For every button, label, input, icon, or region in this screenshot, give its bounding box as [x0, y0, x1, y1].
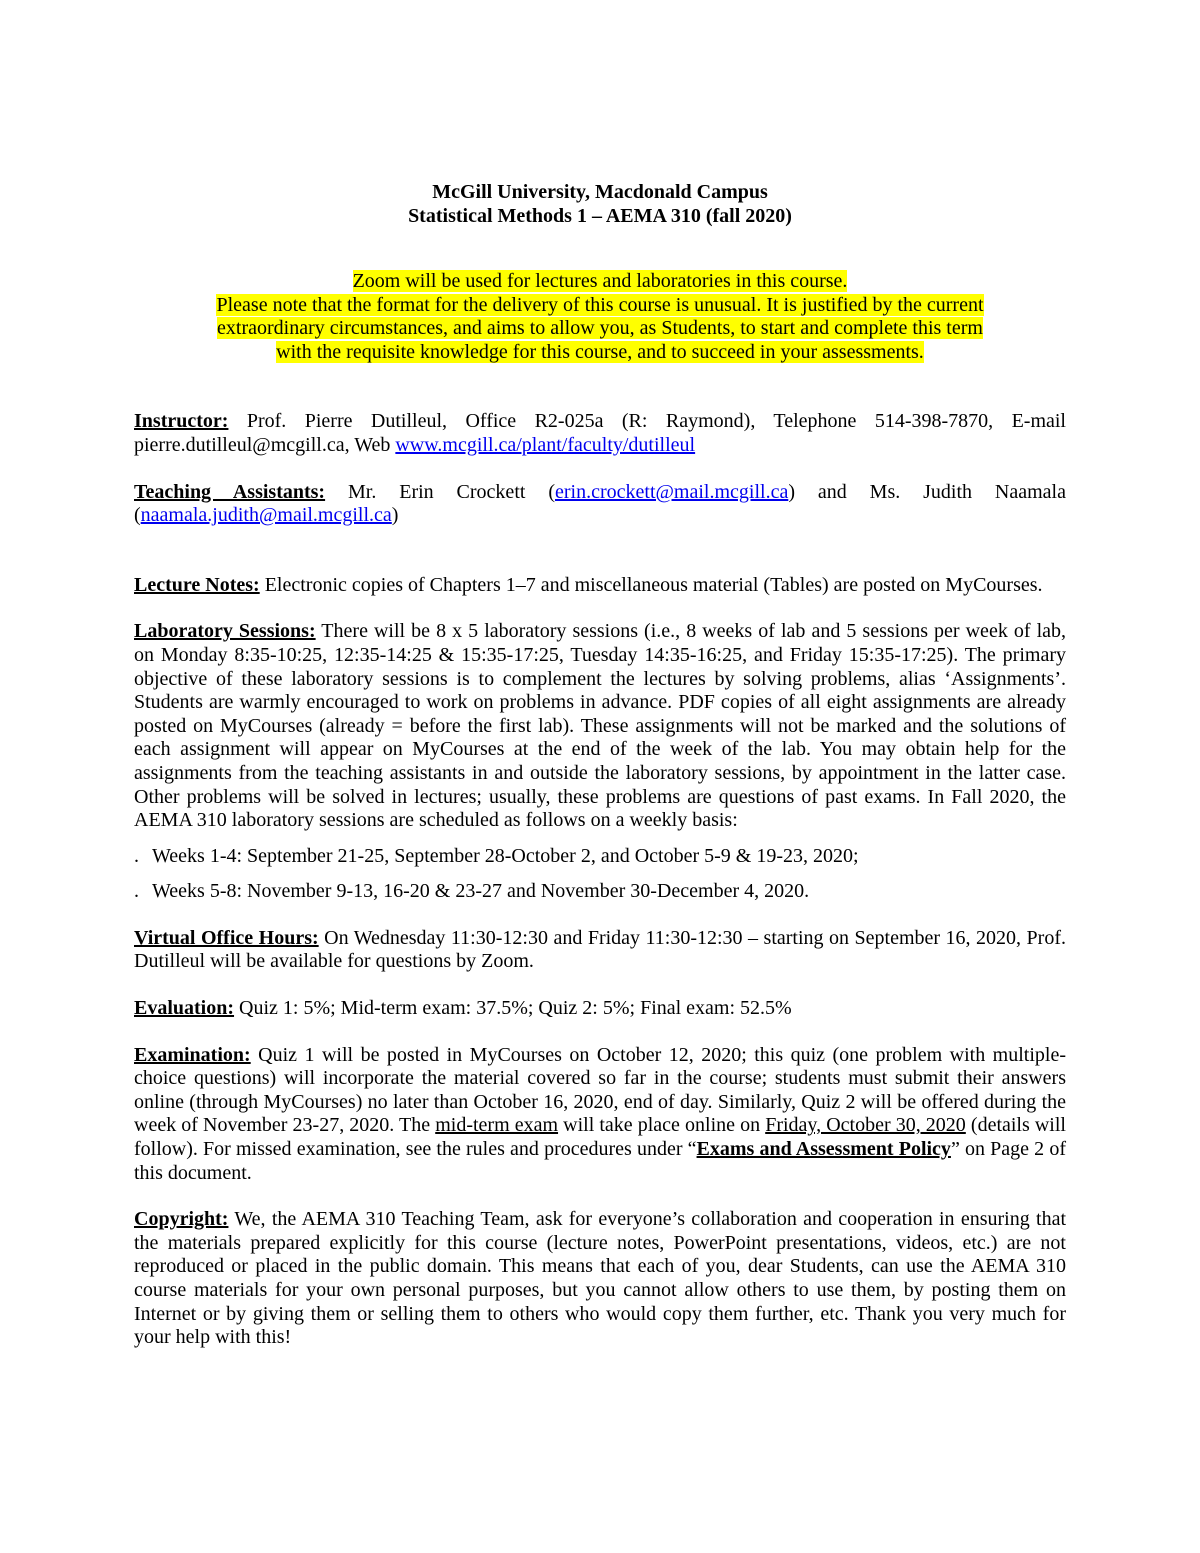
- copyright-paragraph: [134, 1208, 1066, 1350]
- lecture-notes-paragraph: [134, 574, 1066, 598]
- copyright-text: We, the AEMA 310 Teaching Team, ask for everyone’s collaboration and cooperation in ensuring that the materials prepared explicitly for this course (lecture notes, PowerPoint presentations, videos, etc.) are not reproduced or placed in the public domain. This means that each of you, dear Students, can use the AEMA 310 course materials for your own personal purposes, but you cannot allow others to use them, by posting them on Internet or by giving them or selling them to others who would copy them further, etc. Thank you very much for your help with this!: [134, 1208, 1066, 1349]
- midterm-exam-text: mid-term exam: [435, 1114, 559, 1137]
- examination-text-2: will take place online on: [558, 1114, 766, 1137]
- lab-sessions-text: There will be 8 x 5 laboratory sessions (i.e., 8 weeks of lab and 5 sessions per week of lab, on Monday 8:35-10:25, 12:35-14:25 & 15:35-17:25, Tuesday 14:35-16:25, and Friday 15:35-17:25). The primary objective of these laboratory sessions is to complement the lectures by solving problems, alias ‘Assignments’. Students are warmly encouraged to work on problems in advance. PDF copies of all eight assignments are already posted on MyCourses (already = before the first lab). These assignments will not be marked and the solutions of each assignment will appear on MyCourses at the end of the week of the lab. You may obtain help for the assignments from the teaching assistants in and outside the laboratory sessions, by appointment in the latter case. Other problems will be solved in lectures; usually, these problems are questions of past exams. In Fall 2020, the AEMA 310 laboratory sessions are scheduled as follows on a weekly basis:: [134, 620, 1067, 832]
- lab-weeks-item-1: [134, 845, 1066, 869]
- lab-weeks-text-2: Weeks 5-8: November 9-13, 16-20 & 23-27 and November 30-December 4, 2020.: [152, 880, 810, 903]
- document-title: [134, 180, 1066, 228]
- notice-line-2: Please note that the format for the delivery of this course is unusual. It is justified by the current: [216, 293, 984, 316]
- examination-text-4: ” on Page 2 of this document.: [134, 1138, 1066, 1184]
- ta-email-link-2[interactable]: naamala.judith@mail.mcgill.ca: [140, 504, 392, 527]
- notice-line-4: with the requisite knowledge for this course, and to succeed in your assessments.: [276, 340, 924, 363]
- instructor-label: Instructor:: [134, 410, 229, 433]
- ta-text-2: ) and Ms. Judith Naamala (: [134, 480, 1066, 527]
- lab-weeks-item-2: [134, 880, 1066, 904]
- examination-label: Examination:: [134, 1043, 251, 1066]
- examination-text-1: Quiz 1 will be posted in MyCourses on October 12, 2020; this quiz (one problem with multiple-choice questions) will incorporate the material covered so far in the course; students must submit their answers online (through MyCourses) no later than October 16, 2020, end of day. Similarly, Quiz 2 will be offered during the week of November 23-27, 2020. The: [134, 1043, 1066, 1137]
- notice-line-3: extraordinary circumstances, and aims to allow you, as Students, to start and complete this term: [217, 317, 983, 340]
- lab-sessions-label: Laboratory Sessions:: [134, 620, 316, 643]
- examination-text-3: (details will follow). For missed examination, see the rules and procedures under “: [134, 1114, 1066, 1161]
- title-university: McGill University, Macdonald Campus: [432, 181, 768, 203]
- evaluation-paragraph: [134, 997, 1066, 1021]
- ta-text-1: Mr. Erin Crockett (: [325, 480, 555, 503]
- list-bullet: .: [134, 880, 139, 903]
- examination-paragraph: [134, 1044, 1066, 1186]
- midterm-date-text: Friday, October 30, 2020: [765, 1114, 966, 1137]
- copyright-label: Copyright:: [134, 1208, 229, 1231]
- instructor-web-link[interactable]: www.mcgill.ca/plant/faculty/dutilleul: [395, 433, 696, 456]
- office-hours-paragraph: [134, 927, 1066, 974]
- office-hours-label: Virtual Office Hours:: [134, 926, 319, 949]
- lab-sessions-paragraph: [134, 620, 1066, 832]
- ta-text-3: ): [391, 504, 399, 527]
- lecture-notes-label: Lecture Notes:: [134, 573, 260, 596]
- ta-email-link-1[interactable]: erin.crockett@mail.mcgill.ca: [555, 480, 789, 503]
- ta-paragraph: [134, 481, 1066, 528]
- instructor-paragraph: [134, 410, 1066, 457]
- evaluation-label: Evaluation:: [134, 997, 235, 1020]
- ta-label: Teaching Assistants:: [134, 480, 326, 503]
- notice-line-1: Zoom will be used for lectures and laboratories in this course.: [352, 270, 848, 292]
- lab-weeks-text-1: Weeks 1-4: September 21-25, September 28-October 2, and October 5-9 & 19-23, 2020;: [152, 844, 859, 867]
- office-hours-text: On Wednesday 11:30-12:30 and Friday 11:30-12:30 – starting on September 16, 2020, Prof. Dutilleul will be available for questions by Zoom.: [134, 926, 1066, 973]
- document-content: [134, 180, 1066, 1350]
- list-bullet: .: [134, 844, 139, 867]
- zoom-notice: [134, 270, 1066, 364]
- exam-policy-reference: Exams and Assessment Policy: [696, 1138, 951, 1161]
- instructor-text: Prof. Pierre Dutilleul, Office R2-025a (R: Raymond), Telephone 514-398-7870, E-mail pierre.dutilleul@mcgill.ca, Web: [134, 410, 1066, 456]
- evaluation-text: Quiz 1: 5%; Mid-term exam: 37.5%; Quiz 2: 5%; Final exam: 52.5%: [234, 997, 792, 1020]
- title-course: Statistical Methods 1 – AEMA 310 (fall 2020): [408, 205, 792, 227]
- lecture-notes-text: Electronic copies of Chapters 1–7 and miscellaneous material (Tables) are posted on MyCourses.: [259, 573, 1043, 596]
